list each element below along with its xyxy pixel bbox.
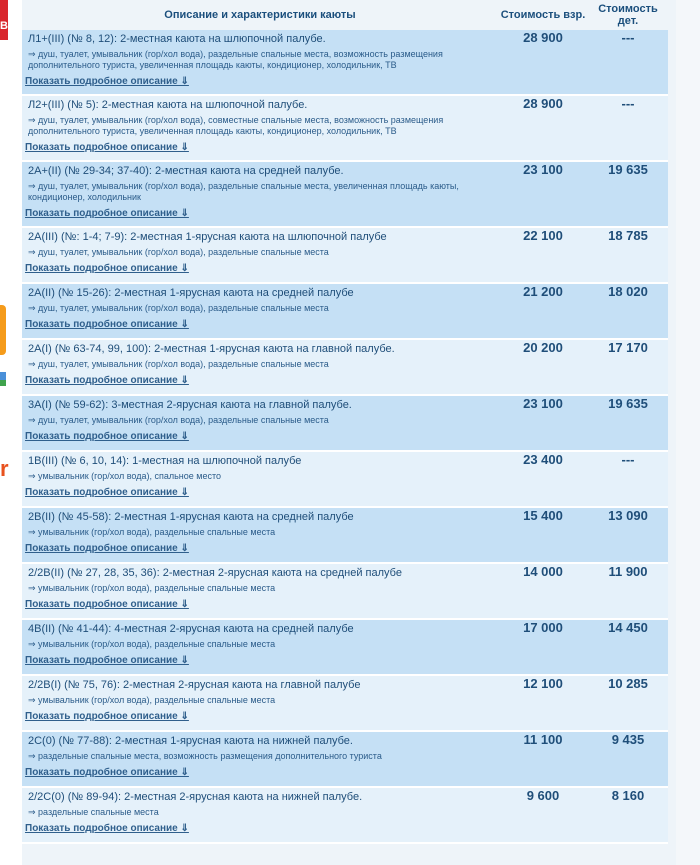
child-price: 19 635 <box>588 161 668 227</box>
cabin-features: ⇒ душ, туалет, умывальник (гор/хол вода), раздельные спальные места <box>28 247 329 257</box>
table-row <box>22 161 668 227</box>
left-page-strip <box>0 0 22 865</box>
cabin-title: 2С(0) (№ 77-88): 2-местная 1-ярусная каюта на нижней палубе. <box>28 735 353 747</box>
cabin-features: ⇒ умывальник (гор/хол вода), раздельные спальные места <box>28 639 276 649</box>
show-details-link[interactable]: Показать подробное описание ⇓ <box>25 487 189 498</box>
cabin-title: 2/2В(I) (№ 75, 76): 2-местная 2-ярусная каюта на главной палубе <box>28 679 361 691</box>
cabin-description-cell <box>22 161 498 227</box>
cabin-features: ⇒ умывальник (гор/хол вода), раздельные спальные места <box>28 527 276 537</box>
table-row <box>22 731 668 787</box>
brand-logo-fragment: r <box>0 456 9 481</box>
table-row <box>22 563 668 619</box>
adult-price: 12 100 <box>498 675 588 731</box>
child-price: 19 635 <box>588 395 668 451</box>
table-header-row <box>22 0 668 30</box>
table-row <box>22 339 668 395</box>
adult-price: 15 400 <box>498 507 588 563</box>
adult-price: 14 000 <box>498 563 588 619</box>
show-details-link[interactable]: Показать подробное описание ⇓ <box>25 263 189 274</box>
show-details-link[interactable]: Показать подробное описание ⇓ <box>25 543 189 554</box>
cabin-description-cell <box>22 227 498 283</box>
adult-price: 23 100 <box>498 395 588 451</box>
table-row <box>22 395 668 451</box>
cabin-title: 2А(III) (№: 1-4; 7-9): 2-местная 1-ярусная каюта на шлюпочной палубе <box>28 231 387 243</box>
cabin-title: Л1+(III) (№ 8, 12): 2-местная каюта на шлюпочной палубе. <box>28 33 326 45</box>
cabin-description-cell <box>22 619 498 675</box>
adult-price: 17 000 <box>498 619 588 675</box>
cabin-description-cell <box>22 787 498 843</box>
cabin-description-cell <box>22 95 498 161</box>
cabin-title: 2/2С(0) (№ 89-94): 2-местная 2-ярусная каюта на нижней палубе. <box>28 791 363 803</box>
cabin-features: ⇒ душ, туалет, умывальник (гор/хол вода), совместные спальные места, возможность размещения дополнительного туриста, увеличенная площадь каюты, кондиционер, холодильник, ТВ <box>28 115 444 136</box>
show-details-link[interactable]: Показать подробное описание ⇓ <box>25 375 189 386</box>
badge-letter: В <box>0 20 8 32</box>
flag-icon <box>0 372 6 380</box>
adult-price: 22 100 <box>498 227 588 283</box>
child-price: 11 900 <box>588 563 668 619</box>
cabin-description-cell <box>22 507 498 563</box>
cabin-features: ⇒ душ, туалет, умывальник (гор/хол вода), раздельные спальные места <box>28 359 329 369</box>
cabin-title: Л2+(III) (№ 5): 2-местная каюта на шлюпочной палубе. <box>28 99 308 111</box>
cabin-description-cell <box>22 30 498 95</box>
cabin-title: 2В(II) (№ 45-58): 2-местная 1-ярусная каюта на средней палубе <box>28 511 354 523</box>
cabin-title: 2А(II) (№ 15-26): 2-местная 1-ярусная каюта на средней палубе <box>28 287 354 299</box>
child-price: 17 170 <box>588 339 668 395</box>
cabin-title: 2/2В(II) (№ 27, 28, 35, 36): 2-местная 2-ярусная каюта на средней палубе <box>28 567 402 579</box>
cabin-title: 1В(III) (№ 6, 10, 14): 1-местная на шлюпочной палубе <box>28 455 302 467</box>
child-price: --- <box>588 30 668 95</box>
table-row <box>22 451 668 507</box>
child-price: --- <box>588 95 668 161</box>
cabin-title: 4В(II) (№ 41-44): 4-местная 2-ярусная каюта на средней палубе <box>28 623 354 635</box>
header-description: Описание и характеристики каюты <box>22 0 498 30</box>
cabin-price-table <box>22 0 668 844</box>
cabin-features: ⇒ душ, туалет, умывальник (гор/хол вода), раздельные спальные места <box>28 303 329 313</box>
table-row <box>22 30 668 95</box>
table-row <box>22 507 668 563</box>
table-row <box>22 95 668 161</box>
cabin-features: ⇒ умывальник (гор/хол вода), раздельные спальные места <box>28 695 276 705</box>
adult-price: 21 200 <box>498 283 588 339</box>
show-details-link[interactable]: Показать подробное описание ⇓ <box>25 599 189 610</box>
cabin-features: ⇒ душ, туалет, умывальник (гор/хол вода), раздельные спальные места <box>28 415 329 425</box>
child-price: 8 160 <box>588 787 668 843</box>
cabin-description-cell <box>22 339 498 395</box>
cabin-features: ⇒ умывальник (гор/хол вода), раздельные спальные места <box>28 583 276 593</box>
child-price: 13 090 <box>588 507 668 563</box>
cabin-rows <box>22 30 668 843</box>
adult-price: 11 100 <box>498 731 588 787</box>
adult-price: 28 900 <box>498 95 588 161</box>
child-price: 10 285 <box>588 675 668 731</box>
cabin-title: 2А+(II) (№ 29-34; 37-40): 2-местная каюта на средней палубе. <box>28 165 344 177</box>
show-details-link[interactable]: Показать подробное описание ⇓ <box>25 142 189 153</box>
show-details-link[interactable]: Показать подробное описание ⇓ <box>25 319 189 330</box>
adult-price: 23 400 <box>498 451 588 507</box>
adult-price: 20 200 <box>498 339 588 395</box>
table-row <box>22 283 668 339</box>
table-row <box>22 675 668 731</box>
orange-banner-fragment[interactable] <box>0 305 6 355</box>
flag-stripe-icon <box>0 380 6 386</box>
cabin-description-cell <box>22 283 498 339</box>
cabin-features: ⇒ душ, туалет, умывальник (гор/хол вода), раздельные спальные места, увеличенная площадь каюты, кондиционер, холодильник <box>28 181 459 202</box>
table-row <box>22 787 668 843</box>
show-details-link[interactable]: Показать подробное описание ⇓ <box>25 767 189 778</box>
adult-price: 9 600 <box>498 787 588 843</box>
show-details-link[interactable]: Показать подробное описание ⇓ <box>25 711 189 722</box>
show-details-link[interactable]: Показать подробное описание ⇓ <box>25 431 189 442</box>
cabin-features: ⇒ умывальник (гор/хол вода), спальное место <box>28 471 221 481</box>
cabin-features: ⇒ раздельные спальные места <box>28 807 159 817</box>
cabin-description-cell <box>22 563 498 619</box>
child-price: --- <box>588 451 668 507</box>
cabin-price-panel <box>22 0 700 865</box>
child-price: 9 435 <box>588 731 668 787</box>
show-details-link[interactable]: Показать подробное описание ⇓ <box>25 208 189 219</box>
header-adult-price: Стоимость взр. <box>498 0 588 30</box>
cabin-title: 2А(I) (№ 63-74, 99, 100): 2-местная 1-ярусная каюта на главной палубе. <box>28 343 395 355</box>
show-details-link[interactable]: Показать подробное описание ⇓ <box>25 655 189 666</box>
cabin-features: ⇒ душ, туалет, умывальник (гор/хол вода), раздельные спальные места, возможность размещения дополнительного туриста, увеличенная площадь каюты, кондиционер, холодильник, ТВ <box>28 49 443 70</box>
show-details-link[interactable]: Показать подробное описание ⇓ <box>25 823 189 834</box>
child-price: 14 450 <box>588 619 668 675</box>
cabin-title: 3А(I) (№ 59-62): 3-местная 2-ярусная каюта на главной палубе. <box>28 399 352 411</box>
cabin-description-cell <box>22 731 498 787</box>
adult-price: 23 100 <box>498 161 588 227</box>
cabin-features: ⇒ раздельные спальные места, возможность размещения дополнительного туриста <box>28 751 382 761</box>
panel-side-gutter <box>676 0 700 865</box>
table-row <box>22 619 668 675</box>
cabin-description-cell <box>22 675 498 731</box>
header-child-price: Стоимость дет. <box>588 0 668 30</box>
child-price: 18 785 <box>588 227 668 283</box>
adult-price: 28 900 <box>498 30 588 95</box>
child-price: 18 020 <box>588 283 668 339</box>
show-details-link[interactable]: Показать подробное описание ⇓ <box>25 76 189 87</box>
cabin-description-cell <box>22 451 498 507</box>
table-row <box>22 227 668 283</box>
cabin-description-cell <box>22 395 498 451</box>
